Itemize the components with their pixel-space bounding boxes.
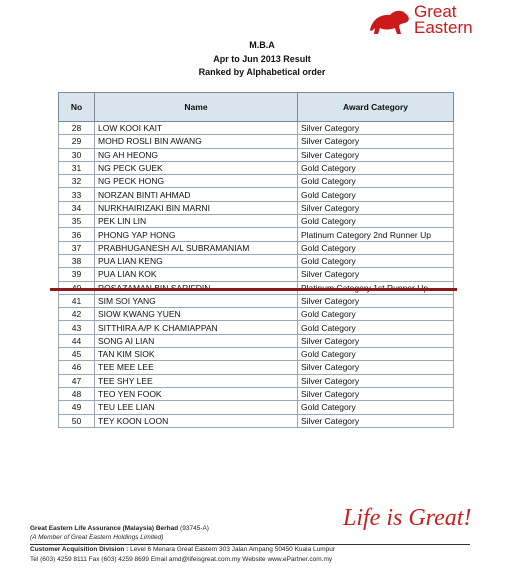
footer-member: (A Member of Great Eastern Holdings Limited) [30,534,164,541]
row-award: Gold Category [298,308,454,321]
highlight-underline [50,288,457,291]
document-title: M.B.A [249,40,275,50]
row-number: 45 [59,348,95,361]
row-number: 30 [59,148,95,161]
row-name: TEO YEN FOOK [95,387,298,400]
table-row [59,188,454,201]
row-number: 29 [59,135,95,148]
footer-division: Customer Acquisition Division : [30,546,129,553]
table-row [59,401,454,414]
row-award: Platinum Category 2nd Runner Up [298,228,454,241]
row-award: Silver Category [298,201,454,214]
row-number: 35 [59,215,95,228]
row-award: Silver Category [298,135,454,148]
row-name: PUA LIAN KOK [95,268,298,281]
row-name: SIOW KWANG YUEN [95,308,298,321]
table-row [59,228,454,241]
row-name: NG PECK HONG [95,175,298,188]
row-number: 50 [59,414,95,427]
table-row [59,148,454,161]
row-award: Gold Category [298,254,454,267]
ranking-note: Ranked by Alphabetical order [198,67,326,77]
column-header-award: Award Category [298,93,454,122]
table-row [59,308,454,321]
results-table [58,92,454,428]
footer-company-no: (93745-A) [180,525,209,532]
row-award: Gold Category [298,241,454,254]
table-row [59,122,454,135]
row-number: 42 [59,308,95,321]
footer-address-text: Level 6 Menara Great Eastern 303 Jalan Ampang 50450 Kuala Lumpur [130,546,336,553]
row-award: Silver Category [298,122,454,135]
row-number: 47 [59,374,95,387]
row-award: Silver Category [298,387,454,400]
row-number: 39 [59,268,95,281]
table-row [59,161,454,174]
table-row [59,215,454,228]
row-name: SIM SOI YANG [95,294,298,307]
row-number: 48 [59,387,95,400]
row-award: Gold Category [298,161,454,174]
row-name: TEU LEE LIAN [95,401,298,414]
row-name: PUA LIAN KENG [95,254,298,267]
table-row [59,334,454,347]
row-award: Gold Category [298,321,454,334]
row-name: NG AH HEONG [95,148,298,161]
row-name: SITTHIRA A/P K CHAMIAPPAN [95,321,298,334]
table-row [59,374,454,387]
row-name: NORZAN BINTI AHMAD [95,188,298,201]
row-name: NG PECK GUEK [95,161,298,174]
footer-divider [30,544,470,545]
row-number: 36 [59,228,95,241]
row-name: TEY KOON LOON [95,414,298,427]
table-row [59,348,454,361]
row-number: 37 [59,241,95,254]
logo-wordmark: Great Eastern [414,2,473,37]
row-award: Gold Category [298,348,454,361]
row-number: 34 [59,201,95,214]
row-award: Gold Category [298,215,454,228]
table-row [59,321,454,334]
table-header-row [59,93,454,122]
row-award: Gold Category [298,401,454,414]
row-award: Gold Category [298,188,454,201]
row-number: 32 [59,175,95,188]
column-header-name: Name [95,93,298,122]
row-number: 33 [59,188,95,201]
column-header-no: No [59,93,95,122]
footer-address [30,546,335,553]
row-award: Silver Category [298,334,454,347]
table-row [59,294,454,307]
table-row [59,387,454,400]
table-row [59,241,454,254]
row-name: PHONG YAP HONG [95,228,298,241]
table-row [59,175,454,188]
row-name: MOHD ROSLI BIN AWANG [95,135,298,148]
document-subtitle: Apr to Jun 2013 Result [213,54,311,64]
row-number: 31 [59,161,95,174]
row-number: 46 [59,361,95,374]
row-name: TEE MEE LEE [95,361,298,374]
row-name: PRABHUGANESH A/L SUBRAMANIAM [95,241,298,254]
row-award: Silver Category [298,361,454,374]
tagline: Life is Great! [343,505,472,531]
table-row [59,201,454,214]
row-name: LOW KOOI KAIT [95,122,298,135]
row-number: 38 [59,254,95,267]
row-award: Silver Category [298,374,454,387]
row-award: Silver Category [298,268,454,281]
lion-icon [366,6,412,38]
row-name: SONG AI LIAN [95,334,298,347]
row-number: 49 [59,401,95,414]
row-number: 41 [59,294,95,307]
table-row [59,361,454,374]
row-award: Silver Category [298,414,454,427]
row-award: Silver Category [298,294,454,307]
row-award: Gold Category [298,175,454,188]
row-award: Silver Category [298,148,454,161]
footer-company-name: Great Eastern Life Assurance (Malaysia) Berhad [30,525,179,532]
table-row [59,414,454,427]
footer-contact: Tel (603) 4259 8111 Fax (603) 4259 8699 Email amd@lifeisgreat.com.my Website www.ePartner.com.my [30,556,333,563]
great-eastern-logo [366,4,516,40]
footer-company [30,525,209,532]
table-row [59,268,454,281]
table-row [59,254,454,267]
row-name: NURKHAIRIZAKI BIN MARNI [95,201,298,214]
row-number: 28 [59,122,95,135]
table-row [59,135,454,148]
row-name: TEE SHY LEE [95,374,298,387]
row-number: 43 [59,321,95,334]
row-name: TAN KIM SIOK [95,348,298,361]
row-name: PEK LIN LIN [95,215,298,228]
row-number: 44 [59,334,95,347]
